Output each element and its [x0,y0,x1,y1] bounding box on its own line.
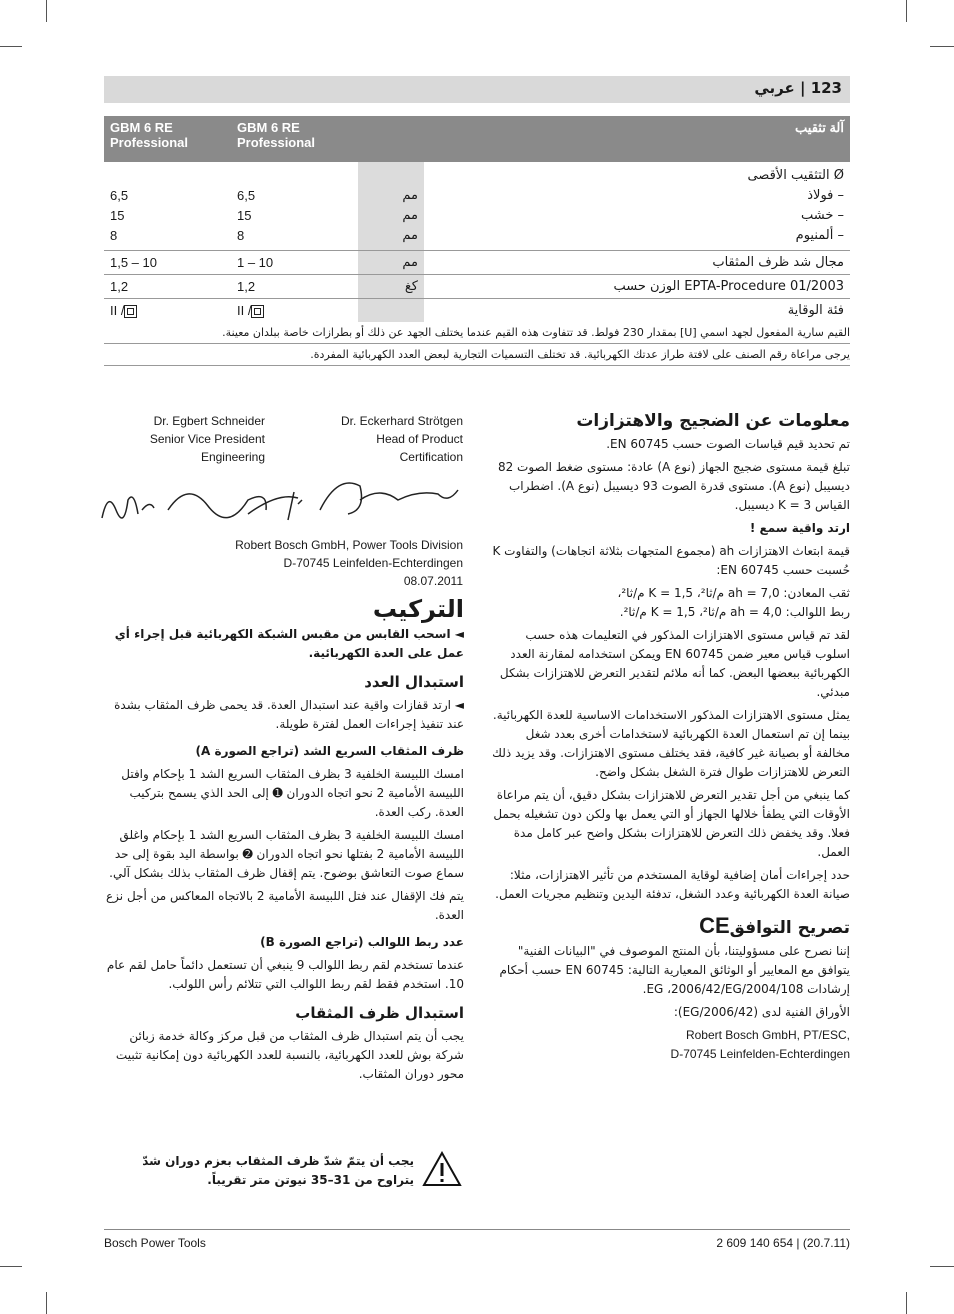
paragraph: حدد إجراءات أمان إضافية لوقاية المستخدم من تأثير الاهتزازات، مثلا: صيانة العدة الكهربائية وعدد الشغل، تدفئة اليدين وتنظيم مجريات العمل. [495,868,850,901]
table-cell: 1,2 [104,275,231,299]
spec-note: القيم سارية المفعول لجهد اسمي [U] بمقدار 230 فولط. قد تتفاوت هذه القيم عندما يختلف الجهد عن ذلك أو بطرازات خاصة ببلدان معينة. [104,322,850,344]
table-cell: مم مم مم [358,162,424,251]
paragraph: الأوراق الفنية لدى (2006/42/EG): [673,1005,850,1019]
signer-title: Engineering [200,450,265,464]
torque-warning: يجب أن يتمّ شدّ ظرف المثقاب بعزم دوران شدّ يتراوح من 31–35 نيوتن متر تقريباً. [142,1154,414,1187]
address-line: Robert Bosch GmbH, PT/ESC, [685,1028,850,1042]
table-cell: مجال شد ظرف المثقاب [424,251,850,275]
crop-mark [0,1266,22,1267]
language-label: عربي [754,79,795,97]
table-cell: II / [110,303,125,318]
company-address: D-70745 Leinfelden-Echterdingen [283,556,463,570]
footer-brand: Bosch Power Tools [104,1236,206,1250]
table-row [104,251,850,275]
signature-block-left [104,412,265,466]
table-cell: EPTA-Procedure 01/2003 الوزن حسب [424,275,850,299]
paragraph: امسك اللبيسة الخلفية 3 بظرف المثقاب السريع الشد 1 بإحكام واغلق اللبيسة الأمامية 2 بفتلها نحو اتجاه الدوران ➋ بواسطة اليد بقوة إلى حد سماع صوت التعاشق بوضوح. يتم إقفال ظرف المثقاب بذلك بشكل آلي. [109,828,464,880]
table-cell: 6,5 15 8 [231,162,358,251]
page-header: 123 | عربي [104,76,850,103]
handwritten-signatures [98,470,468,532]
paragraph: يتم فك الإقفال عند فتل اللبيسة الأمامية 2 بالاتجاه المعاكس من أجل نزع العدة. [106,889,464,922]
noise-section [492,412,850,1064]
paragraph: تبلغ قيمة مستوى ضجيج الجهاز (نوع A) عادة: مستوى ضغط الصوت 82 ديسيبل (نوع A). مستوى قدرة الصوت 93 ديسيبل (نوع A). اضطراب القياس K = 3 ديسيبل. [497,460,850,512]
paragraph: ◄ ارتد قفازات واقية عند استبدال العدة. قد يحمى ظرف المثقاب بشدة عند تنفيذ إجراءات العمل لفترة طويلة. [114,698,464,731]
table-cell: 1,5 – 10 [104,251,231,275]
crop-mark [0,46,22,47]
table-cell: II / [237,303,252,318]
paragraph: يمثل مستوى الاهتزازات المذكور الاستخدامات الاساسية للعدة الكهربائية. بينما إن تم استعمال العدة الكهربائية لاستخدامات أخرى بعدد شغل مخالفة أو بصيانة غير كافية، فقد يختلف مستوى الاهتزازات. وقد يزيد ذلك التعرض للاهتزازات طوال فترة الشغل بشكل واضح. [492,708,850,779]
paragraph: تم تحديد قيم قياسات الصوت حسب EN 60745. [606,437,850,451]
paragraph: إننا نصرح على مسؤوليتنا، بأن المنتج الموصوف في "البيانات الفنية" يتوافق مع المعايير أو الوثائق المعيارية التالية: EN 60745 حسب أحكام إرشادات 2004/108/EG ،2006/42/EG. [499,944,850,996]
double-insulation-icon [124,305,137,318]
double-insulation-icon [251,305,264,318]
section-title: استبدال ظرف المثقاب [295,1004,464,1022]
table-row [104,275,850,299]
section-title: استبدال العدد [364,673,464,691]
crop-mark [906,1292,907,1314]
crop-mark [906,0,907,22]
subsection-title: ظرف المثقاب السريع الشد (تراجع الصورة A) [195,744,464,758]
paragraph: يجب أن يتم استبدال ظرف المثقاب من قبل مركز وكالة خدمة زبائن شركة بوش للعدد الكهربائية، بالنسبة للعدد الكهربائية دون إمكانية تثبيت محور دوران المثقاب. [115,1029,464,1081]
page-footer [104,1229,850,1250]
spec-note: يرجى مراعاة رقم الصنف على لافتة طراز عدتك الكهربائية. قد تختلف التسميات التجارية لبعض العدد الكهربائية المفردة. [104,344,850,366]
assembly-section [104,595,464,1088]
paragraph: عندما تستخدم لقم ربط اللوالب 9 ينبغي أن تستعمل دائماً حامل لقم عام 10. استخدم فقط لقم ربط اللوالب التي تتلائم رأس اللولب. [106,958,464,991]
hearing-warning: ارتد واقية سمع ! [749,521,850,535]
vibration-value: ربط اللوالب: ah = 4,0 م/ثا²، K = 1,5 م/ثا². [619,605,850,619]
page-number: 123 [810,79,842,97]
signature-block-right [300,412,463,466]
warning-triangle-icon [422,1151,462,1187]
crop-mark [930,46,954,47]
noise-title: معلومات عن الضجيج والاهتزازات [576,411,850,431]
address-line: D-70745 Leinfelden-Echterdingen [670,1047,850,1061]
company-name: Robert Bosch GmbH, Power Tools Division [235,538,463,552]
spec-table-header [104,116,850,162]
conformity-title: تصريح التوافق [729,918,850,938]
signer-title: Senior Vice President [149,432,265,446]
spec-table [104,116,850,322]
paragraph: امسك اللبيسة الخلفية 3 بظرف المثقاب السريع الشد 1 بإحكام وافتل اللبيسة الأمامية 2 نحو اتجاه الدوران ➊ إلى الحد الذي يسمح بتركيب العدة. ركب العدة. [121,767,464,819]
signer-name: Dr. Eckerhard Strötgen [340,414,463,428]
crop-mark [46,1292,47,1314]
table-cell: كغ [358,275,424,299]
paragraph: لقد تم قياس مستوى الاهتزازات المذكور في التعليمات هذه حسب اسلوب قياس معير ضمن EN 60745 ويمكن استخدامه لمقارنة العدد الكهربائية ببعضها البعض. كما أنه ملائم لتقدير التعرض للاهتزازات بشكل مبدئي. [499,628,850,699]
crop-mark [930,1266,954,1267]
table-cell: مم [358,251,424,275]
company-block [200,536,463,590]
paragraph: قيمة ابتعاث الاهتزازات ah (مجموع المتجهات بثلاثة اتجاهات) والتفاوت K حُسبت حسب EN 60745: [492,544,850,577]
ce-mark: CE [699,913,730,938]
subsection-title: عدد ربط اللوالب (تراجع الصورة B) [260,935,464,949]
spec-head-col2: GBM 6 RE Professional [231,116,358,162]
table-cell: فئة الوقاية [787,303,844,318]
table-row [104,299,850,323]
table-cell: 1 – 10 [231,251,358,275]
table-cell: 6,5 15 8 [104,162,231,251]
assembly-title: التركيب [372,595,464,623]
paragraph: كما ينبغي من أجل تقدير التعرض للاهتزازات بشكل دقيق، أن يتم مراعاة الأوقات التي يطفأ خلالها الجهاز أو التي يعمل بها ولكن دون تشغيله بحمل فعلا. وقد يخفض ذلك التعرض للاهتزازات بشكل واضح عبر كامل مدة العمل. [493,788,850,859]
crop-mark [46,0,47,22]
spec-head-desc: آلة تثقيب [424,116,850,162]
signer-name: Dr. Egbert Schneider [153,414,265,428]
date: 08.07.2011 [403,574,463,588]
vibration-value: ثقب المعادن: ah = 7,0 م/ثا²، K = 1,5 م/ثا²، [617,586,850,600]
safety-warning: ◄ اسحب القابس من مقبس الشبكة الكهربائية قبل إجراء أي عمل على العدة الكهربائية. [114,627,464,660]
table-row [104,162,850,251]
signer-title: Certification [399,450,463,464]
spec-head-col1: GBM 6 RE Professional [104,116,231,162]
table-cell: Ø التثقيب الأقصى – فولاذ – خشب – ألمنيوم [424,162,850,251]
footer-docnum: 2 609 140 654 | (20.7.11) [716,1236,850,1250]
table-cell: 1,2 [231,275,358,299]
signer-title: Head of Product [376,432,463,446]
spec-notes [104,322,850,366]
